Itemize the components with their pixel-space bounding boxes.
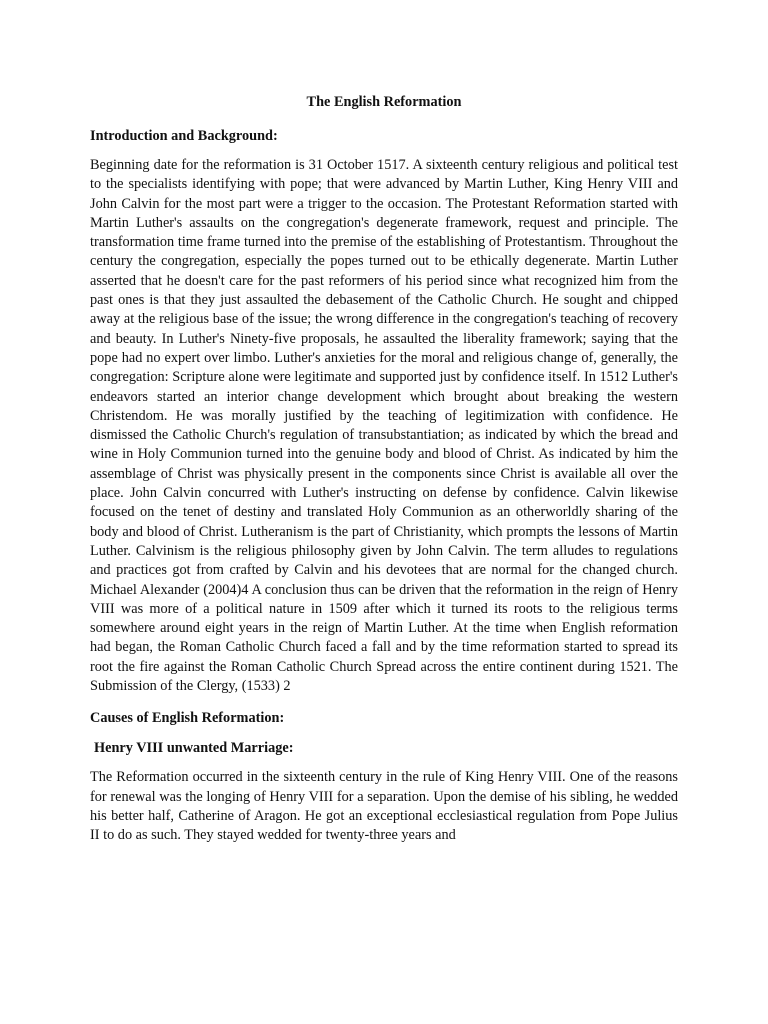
subheading-henry-marriage: Henry VIII unwanted Marriage: — [94, 740, 294, 757]
document-title: The English Reformation — [306, 94, 462, 110]
section-heading-causes: Causes of English Reformation: — [90, 710, 285, 727]
paragraph-henry-marriage: The Reformation occurred in the sixteenth century in the rule of King Henry VIII. One of the reasons for renewal was the longing of Henry VIII for a separation. Upon the demise of his sibling, he wedded his better half, Catherine of Aragon. He got an exceptional ecclesiastical regulation from Pope Julius II to do as such. They stayed wedded for twenty-three years and — [90, 769, 678, 844]
section-heading-introduction: Introduction and Background: — [90, 128, 278, 144]
document-content — [90, 92, 678, 858]
paragraph-introduction: Beginning date for the reformation is 31 October 1517. A sixteenth century religious and political test to the specialists identifying with pope; that were advanced by Martin Luther, King Henry VIII and John Calvin for the most part were a trigger to the occasion. The Protestant Reformation started with Martin Luther's assaults on the congregation's degenerate framework, request and principle. The transformation time frame turned into the premise of the establishing of Protestantism. Throughout the century the congregation, especially the popes turned out to be ethically degenerate. Martin Luther asserted that he doesn't care for the past reformers of his period since what recognized him from the past ones is that they just assaulted the debasement of the Catholic Church. He sought and chipped away at the religious base of the issue; the wrong difference in the congregation's teaching of recovery and beauty. In Luther's Ninety-five proposals, he assaulted the liberality framework; saying that the pope had no expert over limbo. Luther's anxieties for the moral and religious change of, generally, the congregation: Scripture alone were legitimate and supported just by confidence itself. In 1512 Luther's endeavors started an interior change development which brought about breaking the western Christendom. He was morally justified by the teaching of legitimization with confidence. He dismissed the Catholic Church's regulation of transubstantiation; as indicated by which the bread and wine in Holy Communion turned into the genuine body and blood of Christ. As indicated by him the assemblage of Christ was physically present in the components since Christ is available all over the place. John Calvin concurred with Luther's instructing on defense by confidence. Calvin likewise focused on the tenet of destiny and translated Holy Communion as an otherworldly sharing of the body and blood of Christ. Lutheranism is the part of Christianity, which prompts the lessons of Martin Luther. Calvinism is the religious philosophy given by John Calvin. The term alludes to regulations and practices got from crafted by Calvin and his devotees that are normal for the changed church. Michael Alexander (2004)4 A conclusion thus can be driven that the reformation in the reign of Henry VIII was more of a political nature in 1509 after which it turned its roots to the religious terms somewhere around eight years in the reign of Martin Luther. At the time when English reformation had began, the Roman Catholic Church faced a fall and by the time reformation started to spread its root the fire against the Roman Catholic Church Spread across the entire continent during 1521. The Submission of the Clergy, (1533) 2 — [90, 157, 678, 695]
